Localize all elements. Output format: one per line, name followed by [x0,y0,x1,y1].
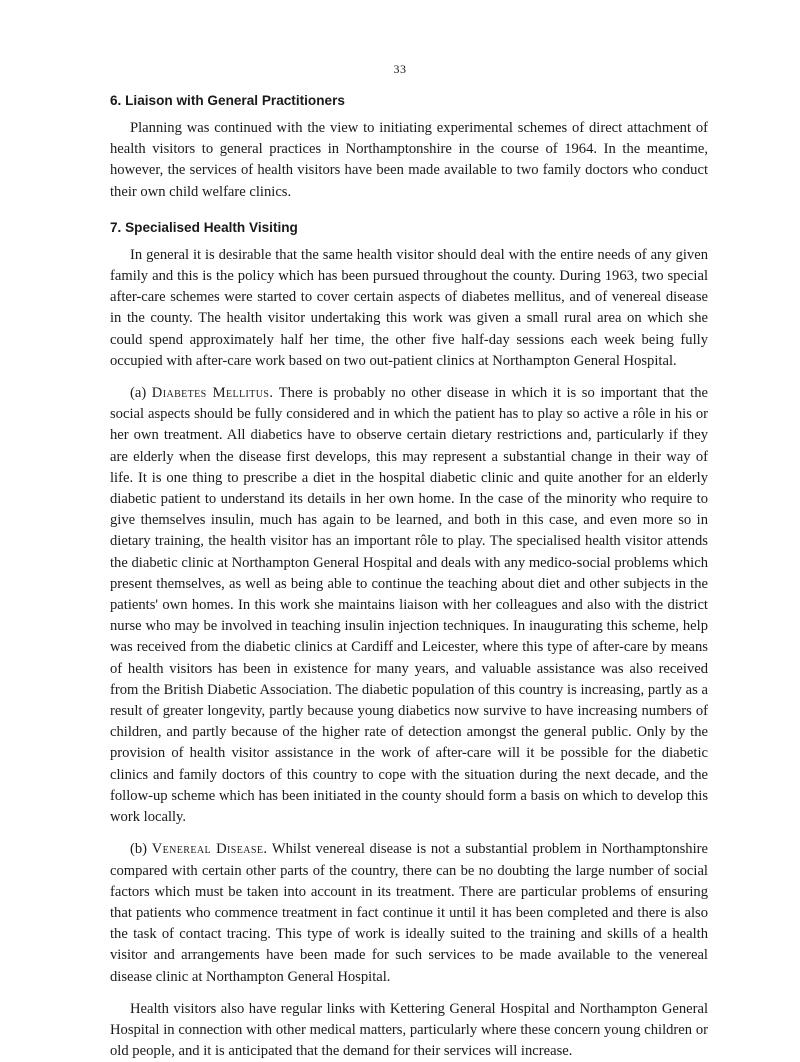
subsection-text: There is probably no other disease in which it is so important that the social aspects should be fully considered and in which the patient has to play so active a rôle in his or her own treatment. All diabetics have to observe certain dietary restrictions and, particularly if they are elderly when the disease first develops, this may represent a substantial change in their way of life. It is one thing to prescribe a diet in the hospital diabetic clinic and quite another for an elderly diabetic patient to understand its details in her own home. In the case of the minority who require to give themselves insulin, much has again to be learned, and both in this case, and even more so in dietary training, the health visitor has an important rôle to play. The specialised health visitor attends the diabetic clinic at Northampton General Hospital and deals with any medico-social problems which present themselves, as well as being able to continue the teaching about diet and other subjects in the patients' own homes. In this work she maintains liaison with her colleagues and also with the district nurse who may be involved in teaching insulin injection techniques. In inaugurating this scheme, help was received from the diabetic clinics at Cardiff and Leicester, where this type of after-care by means of health visitors has been in existence for many years, and valuable assistance was also received from the British Diabetic Association. The diabetic population of this country is increasing, partly as a result of greater longevity, partly because young diabetics now survive to have increasing numbers of children, and partly because of the higher rate of detection amongst the general public. Only by the provision of health visitor assistance in the work of after-care will it be possible for the diabetic clinics and family doctors of this country to cope with the situation during the next decade, and the follow-up scheme which has been initiated in the county should form a basis on which to develop this work locally. [110,385,708,826]
paragraph: Planning was continued with the view to initiating experimental schemes of direct attachment of health visitors to general practices in Northamptonshire in the course of 1964. In the meantime, however, the services of health visitors have been made available to two family doctors who conduct their own child welfare clinics. [110,120,708,200]
section-heading: 6. Liaison with General Practitioners [110,93,345,108]
section-heading: 7. Specialised Health Visiting [110,219,298,235]
closing-paragraph: Health visitors also have regular links with Kettering General Hospital and Northampton General Hospital in connection with other medical matters, particularly where these concern young children or old people, and it is anticipated that the demand for their services will increase. [110,1000,708,1060]
subsection-title: Diabetes Mellitus. [151,385,274,402]
subsection-title: Venereal Disease. [151,841,268,858]
subsection-text: Whilst venereal disease is not a substantial problem in Northamptonshire compared with certain other parts of the country, there can be no doubting the large number of social factors which must be taken into account in its treatment. There are particular problems of ensuring that patients who commence treatment in fact continue it until it has been completed and there is also the task of contact tracing. This type of work is ideally suited to the training and skills of a health visitor and arrangements have been made for such services to be made available to the venereal disease clinic at Northampton General Hospital. [110,841,708,985]
subsection-prefix: (a) [130,385,147,402]
section-specialised-health-visiting [110,219,708,1062]
subsection-diabetes-mellitus [110,383,708,828]
section-liaison-general-practitioners [110,92,708,203]
paragraph: In general it is desirable that the same health visitor should deal with the entire needs of any given family and this is the policy which has been pursued throughout the county. During 1963, two special after-care schemes were started to cover certain aspects of diabetes mellitus, and of venereal disease in the county. The health visitor undertaking this work was given a small rural area on which she could spend approximately half her time, the other five half-day sessions each week being fully occupied with after-care work based on two out-patient clinics at Northampton General Hospital. [110,246,708,369]
subsection-prefix: (b) [130,841,148,858]
page-number: 33 [393,62,407,76]
subsection-venereal-disease [110,839,708,987]
document-body [110,92,708,1062]
